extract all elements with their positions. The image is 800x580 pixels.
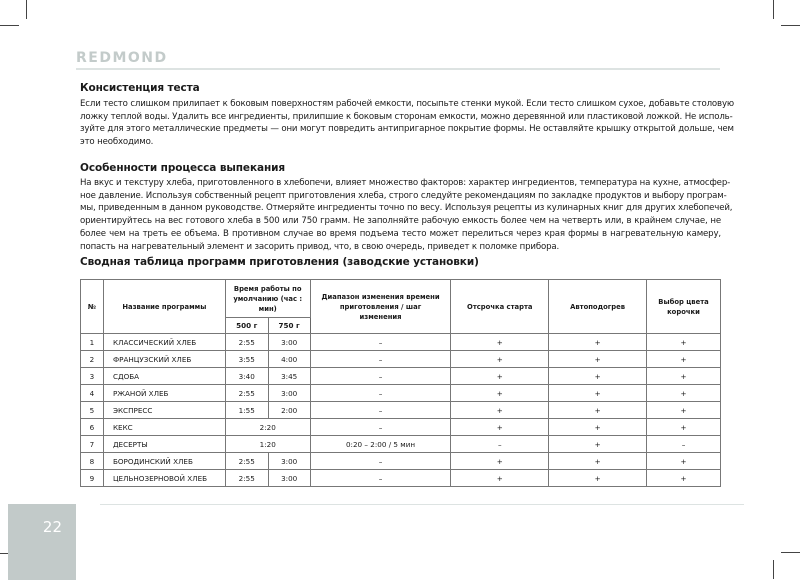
cell-number: 8 [81, 453, 104, 470]
text-line: Если тесто слишком прилипает к боковым поверхностям рабочей емкости, посыпьте стенки мукой. Если тесто слишком сухое, добавьте столовую [80, 99, 734, 109]
cell-program-name: СДОБА [103, 368, 225, 385]
header-time-range: Диапазон изменения времени приготовления / шаг изменения [310, 280, 451, 334]
cell-number: 1 [81, 334, 104, 351]
cell-number: 2 [81, 351, 104, 368]
table-row [81, 334, 721, 351]
cell-time-500: 3:55 [225, 351, 268, 368]
cell-crust: + [647, 402, 721, 419]
cell-delay: + [451, 453, 549, 470]
section-title-baking-process: Особенности процесса выпекания [80, 162, 286, 174]
paragraph-dough-consistency [80, 98, 734, 149]
cell-time-750: 3:00 [268, 385, 310, 402]
table-row [81, 368, 721, 385]
cell-number: 7 [81, 436, 104, 453]
cell-number: 3 [81, 368, 104, 385]
cell-time-500: 2:55 [225, 453, 268, 470]
cell-keepwarm: + [549, 351, 647, 368]
cell-range: – [310, 419, 451, 436]
text-line: ложку теплой воды. Удалить все ингредиенты, прилипшие к боковым сторонам емкости, можно деревянной или пластиковой ложкой. Не исполь- [80, 111, 733, 122]
crop-mark [773, 0, 774, 19]
footer-divider [100, 504, 744, 505]
header-program-name: Название программы [103, 280, 225, 334]
cell-delay: + [451, 351, 549, 368]
section-title-program-table: Сводная таблица программ приготовления (заводские установки) [80, 256, 479, 268]
cell-delay: + [451, 402, 549, 419]
cell-delay: + [451, 385, 549, 402]
cell-keepwarm: + [549, 453, 647, 470]
cell-delay: + [451, 368, 549, 385]
cell-time-500: 2:55 [225, 385, 268, 402]
text-line: это необходимо. [80, 137, 154, 148]
table-row [81, 351, 721, 368]
header-750g: 750 г [268, 318, 310, 334]
cell-delay: + [451, 419, 549, 436]
page-number: 22 [42, 518, 62, 536]
paragraph-baking-process [80, 177, 733, 253]
cell-crust: + [647, 385, 721, 402]
table-row [81, 453, 721, 470]
program-table [80, 279, 721, 487]
cell-range: – [310, 368, 451, 385]
cell-crust: – [647, 436, 721, 453]
table-header-row [81, 280, 721, 318]
cell-delay: + [451, 470, 549, 487]
cell-keepwarm: + [549, 368, 647, 385]
header-divider [76, 68, 720, 70]
cell-program-name: КЕКС [103, 419, 225, 436]
header-crust-color: Выбор цвета корочки [647, 280, 721, 334]
cell-time-750: 3:00 [268, 453, 310, 470]
text-line: ное давление. Используя собственный рецепт приготовления хлеба, строго следуйте рекомендациям по закладке продуктов и выбору програм- [80, 190, 727, 201]
header-default-time: Время работы по умолчанию (час : мин) [225, 280, 310, 318]
crop-mark [26, 0, 27, 19]
cell-range: 0:20 – 2:00 / 5 мин [310, 436, 451, 453]
cell-keepwarm: + [549, 436, 647, 453]
cell-range: – [310, 385, 451, 402]
table-row [81, 419, 721, 436]
cell-time-750: 3:00 [268, 334, 310, 351]
header-keep-warm: Автоподогрев [549, 280, 647, 334]
text-line: попасть на нагревательный элемент и засорить привод, что, в свою очередь, приведет к поломке прибора. [80, 241, 560, 252]
cell-number: 5 [81, 402, 104, 419]
text-line: зуйте для этого металлические предметы — они могут повредить антипригарное покрытие формы. Не оставляйте крышку открытой дольше, чем [80, 124, 734, 135]
cell-time-750: 3:00 [268, 470, 310, 487]
table-row [81, 402, 721, 419]
text-line: ориентируйтесь на вес готового хлеба в 500 или 750 грамм. Не заполняйте рабочую емкость более чем на четверть или, в крайнем случае, не [80, 216, 721, 227]
cell-program-name: ЦЕЛЬНОЗЕРНОВОЙ ХЛЕБ [103, 470, 225, 487]
crop-mark [0, 25, 19, 26]
cell-range: – [310, 470, 451, 487]
cell-keepwarm: + [549, 470, 647, 487]
cell-program-name: ФРАНЦУЗСКИЙ ХЛЕБ [103, 351, 225, 368]
brand-logo: REDMOND [76, 50, 168, 66]
cell-number: 6 [81, 419, 104, 436]
cell-crust: + [647, 453, 721, 470]
cell-program-name: ДЕСЕРТЫ [103, 436, 225, 453]
cell-keepwarm: + [549, 385, 647, 402]
crop-mark [773, 560, 774, 579]
text-line: На вкус и текстуру хлеба, приготовленного в хлебопечи, влияет множество факторов: характер ингредиентов, температура на кухне, атмосфер- [80, 178, 731, 188]
cell-range: – [310, 453, 451, 470]
cell-range: – [310, 351, 451, 368]
cell-delay: – [451, 436, 549, 453]
cell-program-name: РЖАНОЙ ХЛЕБ [103, 385, 225, 402]
header-number: № [81, 280, 104, 334]
header-delay-start: Отсрочка старта [451, 280, 549, 334]
cell-keepwarm: + [549, 419, 647, 436]
cell-time-750: 3:45 [268, 368, 310, 385]
cell-time-750: 2:00 [268, 402, 310, 419]
cell-range: – [310, 334, 451, 351]
cell-crust: + [647, 334, 721, 351]
cell-time-500: 2:55 [225, 470, 268, 487]
cell-crust: + [647, 368, 721, 385]
page-number-box [8, 504, 76, 580]
cell-time-500: 1:55 [225, 402, 268, 419]
header-500g: 500 г [225, 318, 268, 334]
cell-keepwarm: + [549, 334, 647, 351]
cell-number: 9 [81, 470, 104, 487]
table-row [81, 470, 721, 487]
cell-crust: + [647, 351, 721, 368]
cell-time-500: 2:55 [225, 334, 268, 351]
cell-delay: + [451, 334, 549, 351]
text-line: более чем на треть ее объема. В противном случае во время подъема тесто может перелиться через края формы в нагревательную камеру, [80, 228, 721, 239]
cell-time-500: 3:40 [225, 368, 268, 385]
text-line: мы, приведенным в данном руководстве. Отмеряйте ингредиенты точно по весу. Используя рецепты из кулинарных книг для других хлебопечей, [80, 203, 733, 214]
cell-keepwarm: + [549, 402, 647, 419]
cell-program-name: ЭКСПРЕСС [103, 402, 225, 419]
section-title-dough-consistency: Консистенция теста [80, 82, 200, 94]
crop-mark [781, 25, 800, 26]
cell-program-name: БОРОДИНСКИЙ ХЛЕБ [103, 453, 225, 470]
table-row [81, 436, 721, 453]
table-row [81, 385, 721, 402]
crop-mark [781, 552, 800, 553]
cell-program-name: КЛАССИЧЕСКИЙ ХЛЕБ [103, 334, 225, 351]
cell-crust: + [647, 470, 721, 487]
cell-time-750: 4:00 [268, 351, 310, 368]
cell-time-merged: 1:20 [225, 436, 310, 453]
cell-number: 4 [81, 385, 104, 402]
cell-time-merged: 2:20 [225, 419, 310, 436]
cell-crust: + [647, 419, 721, 436]
cell-range: – [310, 402, 451, 419]
